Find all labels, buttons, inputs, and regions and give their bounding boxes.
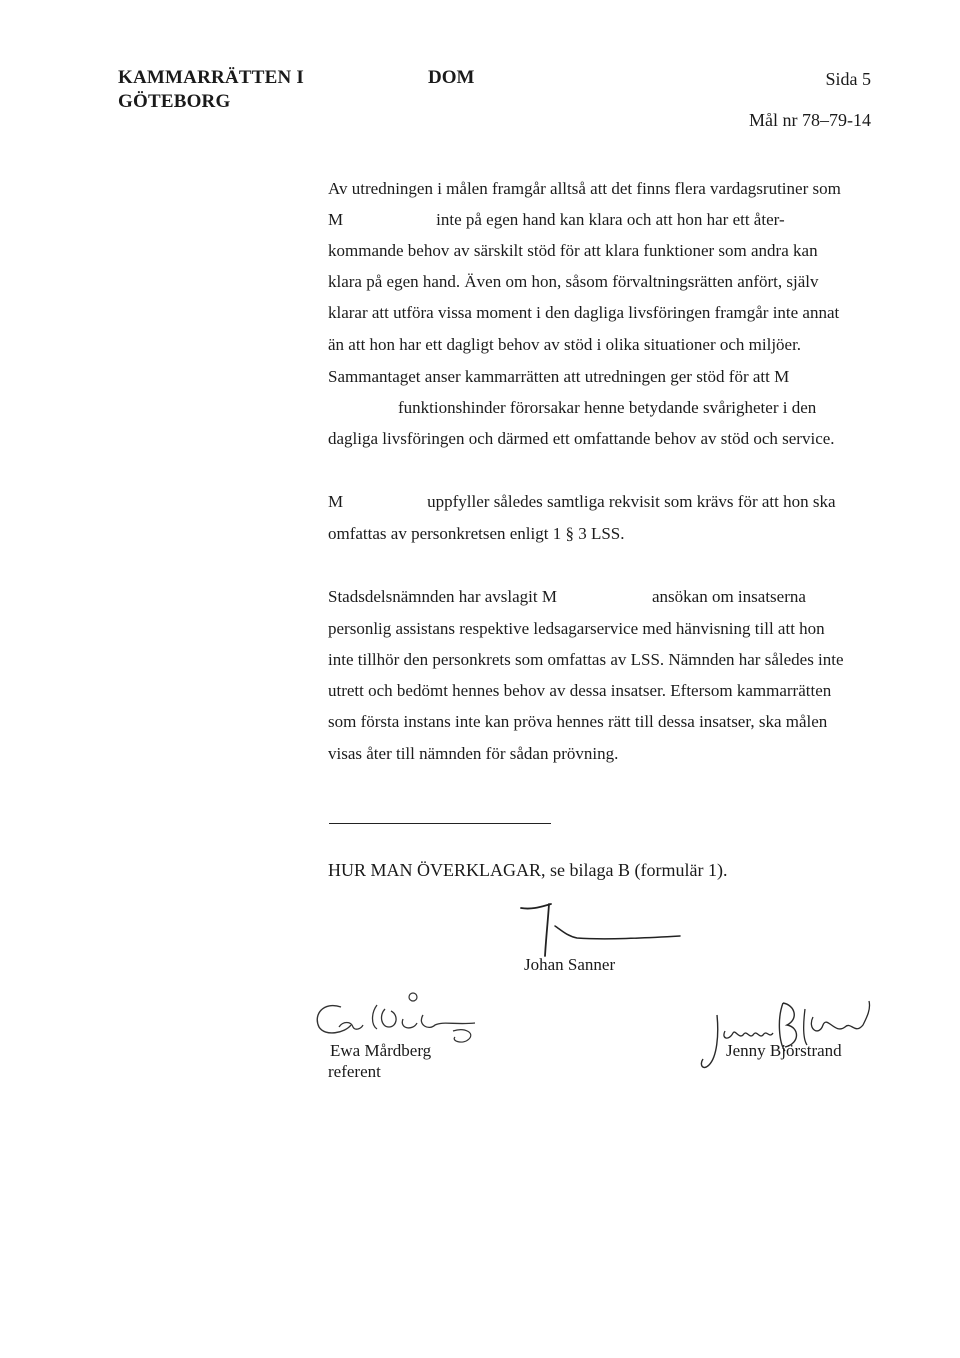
text-line: klarar att utföra vissa moment i den dagliga livsföringen framgår inte annat	[328, 303, 840, 322]
text-line: dagliga livsföringen och därmed ett omfattande behov av stöd och service.	[328, 429, 835, 448]
text-line-rest: inte på egen hand kan klara och att hon har ett åter-	[436, 210, 785, 229]
signatory-name-left: Ewa Mårdberg	[330, 1041, 432, 1060]
court-name-line-2: GÖTEBORG	[118, 91, 231, 112]
redacted-name-prefix: M	[328, 210, 344, 229]
text-line	[328, 490, 836, 514]
text-line: visas åter till nämnden för sådan prövning.	[328, 744, 619, 763]
section-divider	[329, 823, 551, 824]
text-line: utrett och bedömt hennes behov av dessa insatser. Eftersom kammarrätten	[328, 681, 832, 700]
court-name-line-1: KAMMARRÄTTEN I	[118, 67, 304, 88]
text-line-rest: uppfyller således samtliga rekvisit som krävs för att hon ska	[427, 492, 836, 511]
text-line: Av utredningen i målen framgår alltså att det finns flera vardagsrutiner som	[328, 179, 841, 198]
text-line: omfattas av personkretsen enligt 1 § 3 LSS.	[328, 524, 625, 543]
case-number: Mål nr 78–79-14	[749, 110, 871, 130]
text-line-rest: funktionshinder förorsakar henne betydande svårigheter i den	[398, 398, 817, 417]
page-number: Sida 5	[825, 69, 871, 89]
redacted-name-prefix: M	[328, 492, 344, 511]
text-line	[328, 396, 816, 420]
signature-johan-sanner	[515, 900, 695, 960]
document-type: DOM	[428, 67, 475, 88]
text-line: som första instans inte kan pröva hennes rätt till dessa insatser, ska målen	[328, 712, 828, 731]
signatory-name-right: Jenny Björstrand	[726, 1041, 842, 1060]
text-line: personlig assistans respektive ledsagarservice med hänvisning till att hon	[328, 619, 825, 638]
signature-jenny-bjorstrand	[695, 995, 885, 1080]
text-line: än att hon har ett dagligt behov av stöd i olika situationer och miljöer.	[328, 335, 802, 354]
text-line-rest: ansökan om insatserna	[652, 587, 806, 606]
text-line: klara på egen hand. Även om hon, såsom förvaltningsrätten anfört, själv	[328, 272, 819, 291]
signatory-name-chair: Johan Sanner	[524, 955, 616, 974]
text-line: kommande behov av särskilt stöd för att klara funktioner som andra kan	[328, 241, 818, 260]
text-line: Sammantaget anser kammarrätten att utredningen ger stöd för att M	[328, 367, 790, 386]
text-line-start: Stadsdelsnämnden har avslagit M	[328, 587, 557, 606]
appeal-instructions: HUR MAN ÖVERKLAGAR, se bilaga B (formulär 1).	[328, 860, 728, 880]
court-name	[118, 66, 304, 114]
text-line	[328, 585, 806, 609]
signatory-role-left: referent	[328, 1062, 381, 1081]
text-line	[328, 208, 785, 232]
text-line: inte tillhör den personkrets som omfattas av LSS. Nämnden har således inte	[328, 650, 844, 669]
